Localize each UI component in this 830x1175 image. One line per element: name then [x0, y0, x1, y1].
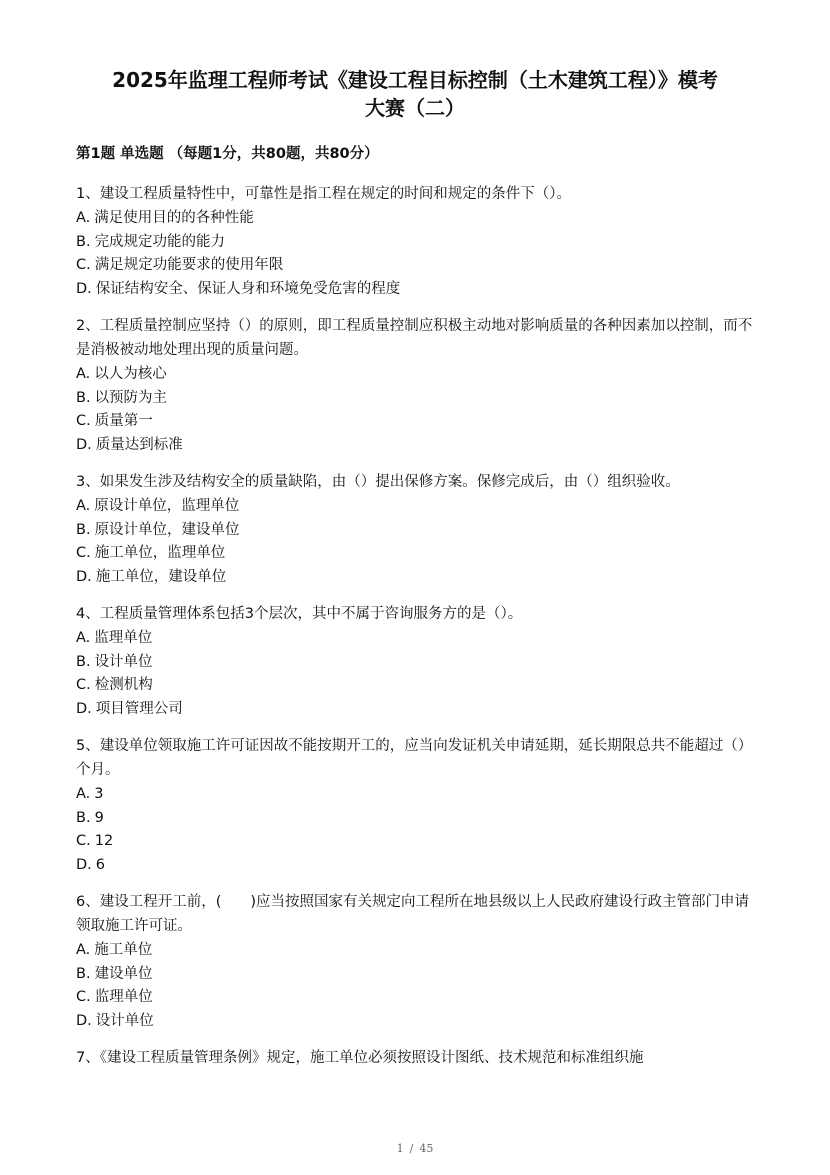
option-label: C.: [76, 833, 91, 849]
answer-option: [76, 627, 756, 651]
option-label: D.: [76, 700, 92, 717]
answer-option: [76, 698, 756, 722]
question-item: [76, 602, 756, 721]
page-number: [0, 1142, 830, 1155]
title-line-2: 大赛（二）: [365, 96, 465, 120]
option-label: B.: [76, 653, 91, 670]
option-label: C.: [76, 677, 91, 693]
question-item: [76, 890, 756, 1033]
answer-option: [76, 939, 756, 963]
option-text: 施工单位: [94, 942, 153, 958]
page-separator: /: [409, 1142, 414, 1155]
option-text: 以人为核心: [94, 366, 167, 382]
option-text: 质量达到标准: [95, 436, 183, 453]
answer-option: [76, 254, 756, 278]
answer-option: [76, 495, 756, 519]
option-text: 建设单位: [94, 965, 153, 982]
option-label: B.: [76, 233, 91, 250]
option-label: A.: [76, 366, 91, 382]
question-item: [76, 1046, 756, 1070]
option-text: 满足使用目的的各种性能: [94, 210, 254, 226]
option-text: 原设计单位，建设单位: [94, 521, 240, 538]
current-page: 1: [396, 1142, 404, 1155]
question-list: [76, 182, 756, 1083]
option-label: D.: [76, 856, 92, 873]
option-label: D.: [76, 436, 92, 453]
answer-option: [76, 854, 756, 878]
question-item: [76, 734, 756, 877]
answer-option: [76, 651, 756, 675]
question-item: [76, 314, 756, 457]
option-label: B.: [76, 521, 91, 538]
option-label: C.: [76, 989, 91, 1005]
question-stem: 1、建设工程质量特性中，可靠性是指工程在规定的时间和规定的条件下（）。: [76, 186, 571, 202]
option-label: A.: [76, 210, 91, 226]
option-label: C.: [76, 545, 91, 561]
answer-option: [76, 519, 756, 543]
option-label: D.: [76, 568, 92, 585]
question-stem: 5、建设单位领取施工许可证因故不能按期开工的，应当向发证机关申请延期，延长期限总共不能超过（）个月。: [76, 738, 753, 778]
question-item: [76, 182, 756, 301]
option-label: A.: [76, 942, 91, 958]
option-text: 完成规定功能的能力: [94, 233, 226, 250]
total-pages: 45: [419, 1142, 434, 1155]
option-text: 9: [94, 809, 104, 826]
option-text: 施工单位，建设单位: [95, 568, 227, 585]
option-label: B.: [76, 809, 91, 826]
option-text: 项目管理公司: [95, 700, 183, 717]
answer-option: [76, 1010, 756, 1034]
answer-option: [76, 387, 756, 411]
question-stem: 4、工程质量管理体系包括3个层次，其中不属于咨询服务方的是（）。: [76, 606, 523, 622]
answer-option: [76, 207, 756, 231]
document-title: [60, 66, 770, 122]
option-text: 设计单位: [94, 653, 153, 670]
answer-option: [76, 566, 756, 590]
question-stem: 6、建设工程开工前，( )应当按照国家有关规定向工程所在地县级以上人民政府建设行政主管部门申请领取施工许可证。: [76, 894, 750, 934]
option-label: C.: [76, 257, 91, 273]
option-text: 满足规定功能要求的使用年限: [94, 257, 284, 273]
question-stem: 2、工程质量控制应坚持（）的原则，即工程质量控制应积极主动地对影响质量的各种因素加以控制，而不是消极被动地处理出现的质量问题。: [76, 318, 753, 358]
option-text: 12: [94, 833, 114, 849]
option-label: C.: [76, 413, 91, 429]
answer-option: [76, 363, 756, 387]
title-line-1: 2025年监理工程师考试《建设工程目标控制（土木建筑工程）》模考: [112, 68, 718, 92]
option-text: 施工单位，监理单位: [94, 545, 226, 561]
answer-option: [76, 807, 756, 831]
answer-option: [76, 231, 756, 255]
option-text: 原设计单位，监理单位: [94, 498, 240, 514]
option-text: 3: [94, 786, 104, 802]
option-label: D.: [76, 1012, 92, 1029]
option-label: A.: [76, 630, 91, 646]
option-label: A.: [76, 786, 91, 802]
option-text: 监理单位: [94, 630, 153, 646]
answer-option: [76, 830, 756, 854]
answer-option: [76, 674, 756, 698]
option-label: A.: [76, 498, 91, 514]
option-label: D.: [76, 280, 92, 297]
option-label: B.: [76, 965, 91, 982]
question-stem: 3、如果发生涉及结构安全的质量缺陷，由（）提出保修方案。保修完成后，由（）组织验收。: [76, 474, 680, 490]
answer-option: [76, 986, 756, 1010]
option-text: 质量第一: [94, 413, 153, 429]
question-item: [76, 470, 756, 589]
option-text: 监理单位: [94, 989, 153, 1005]
answer-option: [76, 963, 756, 987]
question-stem: 7、《建设工程质量管理条例》规定，施工单位必须按照设计图纸、技术规范和标准组织施: [76, 1050, 644, 1066]
answer-option: [76, 542, 756, 566]
option-text: 6: [95, 856, 106, 873]
option-text: 以预防为主: [94, 389, 168, 406]
section-header: 第1题 单选题 （每题1分，共80题，共80分）: [76, 146, 379, 162]
answer-option: [76, 410, 756, 434]
answer-option: [76, 278, 756, 302]
answer-option: [76, 434, 756, 458]
option-label: B.: [76, 389, 91, 406]
option-text: 设计单位: [95, 1012, 154, 1029]
option-text: 保证结构安全、保证人身和环境免受危害的程度: [95, 280, 401, 297]
answer-option: [76, 783, 756, 807]
option-text: 检测机构: [94, 677, 153, 693]
